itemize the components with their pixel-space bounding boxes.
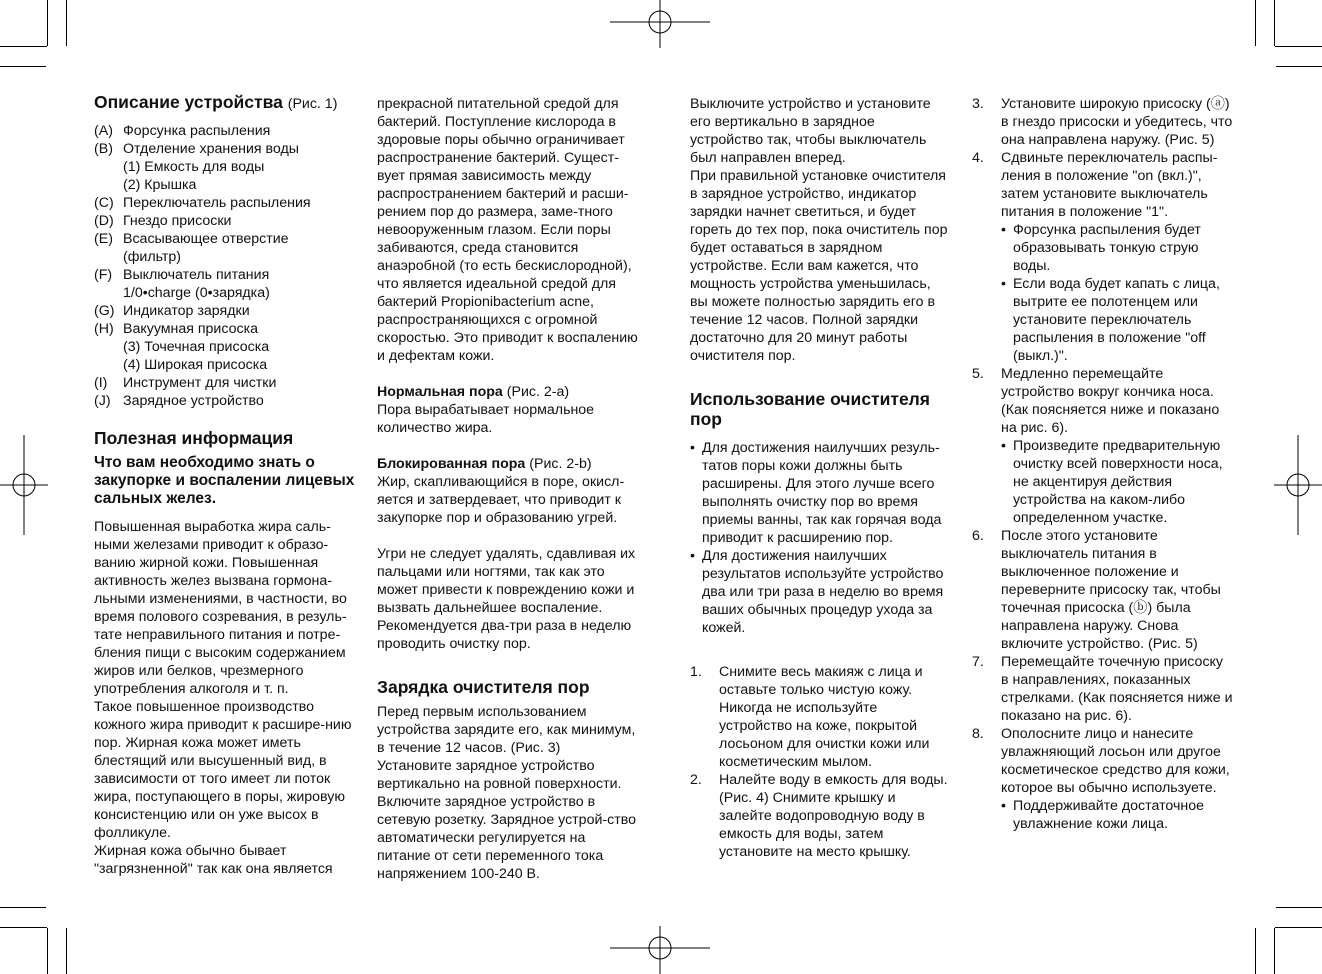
parts-list-item — [94, 194, 356, 212]
normal-pore-paragraph: Нормальная пора (Рис. 2-a) — [377, 384, 570, 400]
crop-mark — [1275, 927, 1322, 928]
usage-title: Использование очистителя пор — [690, 389, 931, 429]
info-paragraph: Такое повышенное производство кожного жира приводит к расшире-нию пор. Жирная кожа может иметь блестящий или высушенный вид, в зависимости от того имеет ли поток жира, поступающего в поры, жировую консистенцию или он уже высох в фолликуле. — [94, 699, 352, 841]
step-number: 1. — [690, 664, 702, 680]
parts-list — [94, 122, 356, 410]
parts-list-item — [94, 374, 356, 392]
column-1 — [94, 92, 356, 878]
step-text: Налейте воду в емкость для воды. (Рис. 4) Снимите крышку и залейте водопроводную воду в емкость для воды, затем установите на место крышку. — [719, 772, 948, 860]
step-number: 4. — [972, 150, 984, 166]
registration-mark-right — [1274, 435, 1322, 535]
parts-list-item — [94, 356, 356, 374]
part-key — [94, 284, 123, 302]
device-description-title: Описание устройства (Рис. 1) — [94, 92, 338, 112]
part-key: (A) — [94, 123, 113, 139]
parts-list-item — [94, 302, 356, 320]
bullet-icon: • — [1001, 276, 1006, 292]
info-paragraph: Жирная кожа обычно бывает "загрязненной" так как она является — [94, 843, 333, 877]
part-label: Вакуумная присоска — [123, 321, 258, 337]
part-label: (3) Точечная присоска — [123, 339, 270, 355]
step-number: 6. — [972, 528, 984, 544]
crop-mark — [1276, 66, 1322, 67]
parts-list-item — [94, 392, 356, 410]
bacteria-paragraph: прекрасной питательной средой для бактерий. Поступление кислорода в здоровые поры обычно ограничивает распространение бактерий. Сущест-вует прямая зависимость между распространением бактерий и расши-рением пор до размера, заме-тного невооруженным глазом. Если поры забиваются, среда становится анаэробной (то есть бескислородной), что является идеальной средой для бактерий Propionibacterium acne, распространяющихся с огромной скоростью. Это приводит к воспалению и дефектам кожи. — [377, 96, 638, 364]
crop-mark — [0, 907, 46, 908]
registration-mark-bottom — [610, 926, 710, 974]
part-key: (J) — [94, 393, 111, 409]
part-key: (C) — [94, 195, 114, 211]
crop-mark — [66, 0, 67, 46]
part-key — [94, 356, 123, 374]
step-item — [972, 95, 1234, 149]
step-number: 2. — [690, 772, 702, 788]
parts-list-item — [94, 212, 356, 230]
part-label: Переключатель распыления — [123, 195, 311, 211]
bullet-text: Форсунка распыления будет образовывать тонкую струю воды. — [1013, 222, 1201, 274]
parts-list-item — [94, 248, 356, 266]
part-label: Инструмент для чистки — [123, 375, 277, 391]
bullet-item — [690, 439, 948, 547]
acne-paragraph: Угри не следует удалять, сдавливая их пальцами или ногтями, так как это может привести к повреждению кожи и вызвать дальнейшее воспаление. Рекомендуется два-три раза в неделю проводить очистку пор. — [377, 546, 636, 652]
bullet-text: Для достижения наилучших резуль-татов поры кожи должны быть расширены. Для этого лучше всего выполнять очистку пор во время приемы ванны, так как горячая вода приводит к расширению пор. — [702, 440, 942, 546]
part-key — [94, 158, 123, 176]
column-4 — [972, 95, 1234, 833]
blocked-pore-text: Жир, скапливающийся в поре, окисл-яется и затвердевает, что приводит к закупорке пор и образованию угрей. — [377, 474, 625, 526]
parts-list-item — [94, 284, 356, 302]
step-item — [972, 149, 1234, 221]
step-item — [690, 771, 948, 861]
steps-list — [972, 95, 1234, 833]
parts-list-item — [94, 266, 356, 284]
charging-title: Зарядка очистителя пор — [377, 677, 590, 697]
registration-mark-left — [0, 435, 48, 535]
column-2 — [377, 95, 639, 883]
bullet-text: Для достижения наилучших результатов используйте устройство два или три раза в неделю во время ваших обычных процедур ухода за кожей. — [702, 548, 944, 636]
part-key: (G) — [94, 303, 115, 319]
bullet-icon: • — [1001, 222, 1006, 238]
step-bullet — [972, 437, 1234, 527]
step-text: Ополосните лицо и нанесите увлажняющий лосьон или другое косметическое средство для кожи, которое вы обычно используете. — [1001, 726, 1230, 796]
bullet-text: Поддерживайте достаточное увлажнение кожи лица. — [1013, 798, 1204, 832]
parts-list-item — [94, 122, 356, 140]
usage-bullet-list — [690, 439, 948, 637]
bullet-text: Если вода будет капать с лица, вытрите ее полотенцем или установите переключатель распыления в положение "off (выкл.)". — [1013, 276, 1220, 364]
step-item — [972, 653, 1234, 725]
normal-pore-text: Пора вырабатывает нормальное количество жира. — [377, 402, 595, 436]
part-key: (I) — [94, 375, 108, 391]
parts-list-item — [94, 140, 356, 158]
step-text: Снимите весь макияж с лица и оставьте только чистую кожу. Никогда не используйте устройство на коже, покрытой лосьоном для очистки кожи или косметическим мылом. — [719, 664, 930, 770]
step-bullet — [972, 221, 1234, 275]
step-item — [690, 663, 948, 771]
charging-paragraph: Выключите устройство и установите его вертикально в зарядное устройство так, чтобы выключатель был направлен вперед. — [690, 96, 931, 166]
step-number: 7. — [972, 654, 984, 670]
info-paragraph: Повышенная выработка жира саль-ными железами приводит к образо-ванию жирной кожи. Повышенная активность желез вызвана гормона-льными изменениями, в частности, во время полового созревания, в резуль-тате неправильного питания и потре-бления пищи с высоким содержанием жиров или белков, чрезмерного употребления алкоголя и т. п. — [94, 519, 347, 697]
step-number: 5. — [972, 366, 984, 382]
part-key: (F) — [94, 267, 113, 283]
part-key — [94, 248, 123, 266]
step-item — [972, 725, 1234, 797]
part-key: (B) — [94, 141, 113, 157]
part-key: (E) — [94, 231, 113, 247]
charging-paragraph: Перед первым использованием устройства зарядите его, как минимум, в течение 12 часов. (Рис. 3) Установите зарядное устройство вертикально на ровной поверхности. Включите зарядное устройство в сетевую розетку. Зарядное устрой-ство автоматически регулируется на питание от сети переменного тока напряжением 100-240 В. — [377, 704, 636, 882]
bullet-icon: • — [1001, 798, 1006, 814]
crop-mark — [1275, 46, 1322, 47]
step-text: Установите широкую присоску (ⓐ) в гнездо присоски и убедитесь, что она направлена наружу. (Рис. 5) — [1001, 96, 1233, 148]
crop-mark — [0, 66, 46, 67]
part-key: (H) — [94, 321, 114, 337]
parts-list-item — [94, 230, 356, 248]
part-label: Всасывающее отверстие — [123, 231, 289, 247]
crop-mark — [47, 0, 48, 46]
useful-info-title: Полезная информация — [94, 428, 294, 448]
step-item — [972, 365, 1234, 437]
part-label: (фильтр) — [123, 249, 181, 265]
parts-list-item — [94, 176, 356, 194]
step-text: Медленно перемещайте устройство вокруг кончика носа. (Как поясняется ниже и показано на рис. 6). — [1001, 366, 1220, 436]
registration-mark-top — [610, 0, 710, 48]
part-label: (1) Емкость для воды — [123, 159, 265, 175]
bullet-icon: • — [1001, 438, 1006, 454]
step-text: После этого установите выключатель питания в выключенное положение и переверните присоску так, чтобы точечная присоска (ⓑ) была направлена наружу. Снова включите устройство. (Рис. 5) — [1001, 528, 1221, 652]
blocked-pore-paragraph: Блокированная пора (Рис. 2-b) — [377, 456, 592, 472]
part-label: (4) Широкая присоска — [123, 357, 268, 373]
step-number: 8. — [972, 726, 984, 742]
part-key — [94, 176, 123, 194]
step-item — [972, 527, 1234, 653]
part-key: (D) — [94, 213, 114, 229]
useful-info-subtitle: Что вам необходимо знать о закупорке и воспалении лицевых сальных желез. — [94, 454, 355, 507]
crop-mark — [1274, 928, 1275, 974]
part-label: Отделение хранения воды — [123, 141, 299, 157]
charging-paragraph: При правильной установке очистителя в зарядное устройство, индикатор зарядки начнет светиться, и будет гореть до тех пор, пока очиститель пор будет оставаться в зарядном устройстве. Если вам кажется, что мощность устройства уменьшилась, вы можете полностью зарядить его в течение 12 часов. Полной зарядки достаточно для 20 минут работы очистителя пор. — [690, 168, 948, 364]
bullet-icon: • — [690, 548, 695, 564]
bullet-text: Произведите предварительную очистку всей поверхности носа, не акцентируя действия устройства на каком-либо определенном участке. — [1013, 438, 1223, 526]
part-label: 1/0•charge (0•зарядка) — [123, 285, 270, 301]
step-number: 3. — [972, 96, 984, 112]
steps-list — [690, 663, 948, 861]
bullet-icon: • — [690, 440, 695, 456]
crop-mark — [66, 928, 67, 974]
step-bullet — [972, 797, 1234, 833]
parts-list-item — [94, 158, 356, 176]
step-text: Перемещайте точечную присоску в направлениях, показанных стрелками. (Как поясняется ниже и показано на рис. 6). — [1001, 654, 1233, 724]
crop-mark — [1255, 928, 1256, 974]
part-label: Гнездо присоски — [123, 213, 232, 229]
column-3 — [690, 95, 948, 861]
step-text: Сдвиньте переключатель распы-ления в положение "on (вкл.)", затем установите выключатель питания в положение "1". — [1001, 150, 1218, 220]
crop-mark — [0, 927, 47, 928]
crop-mark — [1276, 907, 1322, 908]
bullet-item — [690, 547, 948, 637]
part-label: Зарядное устройство — [123, 393, 264, 409]
crop-mark — [47, 928, 48, 974]
part-label: (2) Крышка — [123, 177, 197, 193]
part-label: Индикатор зарядки — [123, 303, 250, 319]
step-bullet — [972, 275, 1234, 365]
crop-mark — [1274, 0, 1275, 46]
parts-list-item — [94, 320, 356, 338]
crop-mark — [0, 46, 47, 47]
crop-mark — [1255, 0, 1256, 46]
part-label: Выключатель питания — [123, 267, 270, 283]
parts-list-item — [94, 338, 356, 356]
part-key — [94, 338, 123, 356]
part-label: Форсунка распыления — [123, 123, 271, 139]
